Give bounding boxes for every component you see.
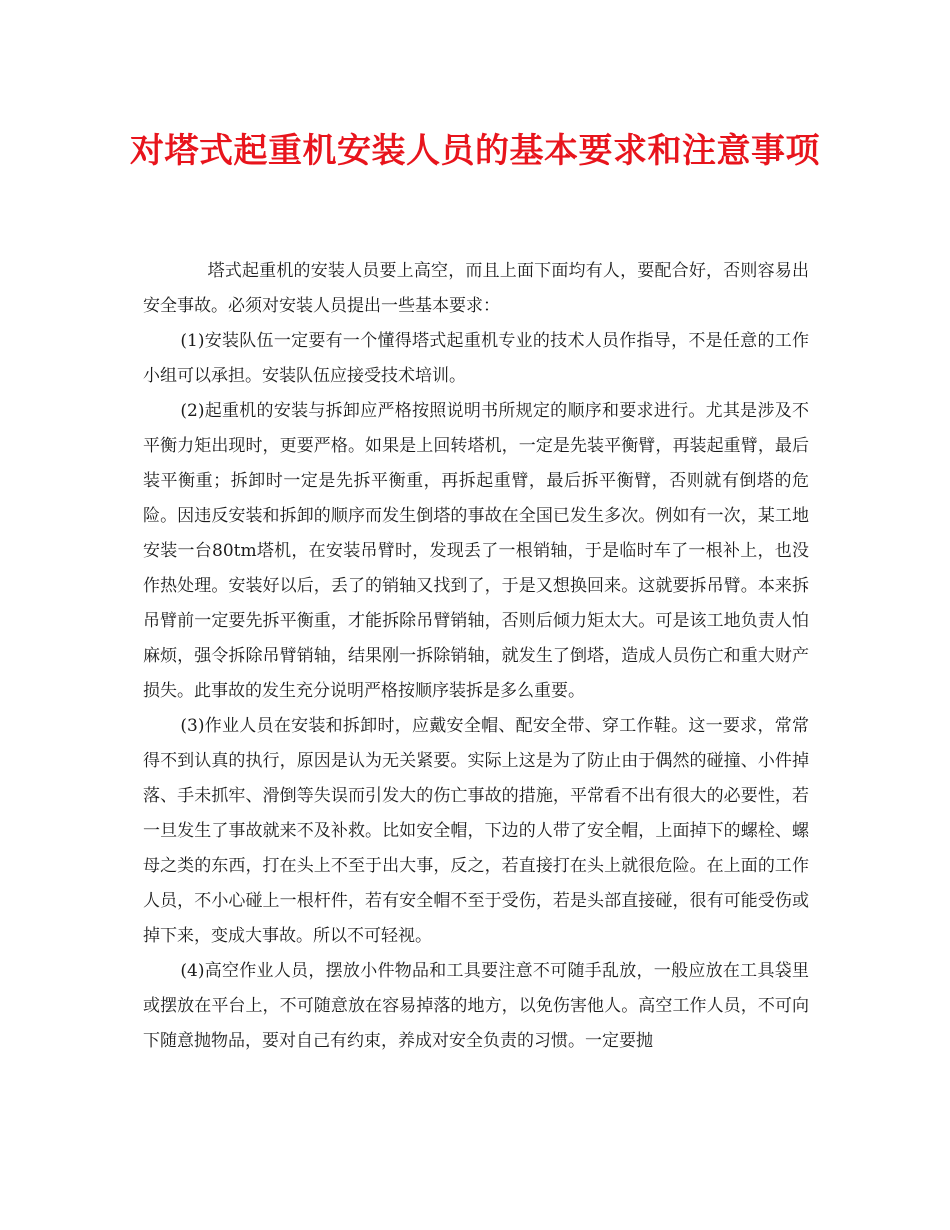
paragraph-item-3: (3)作业人员在安装和拆卸时，应戴安全帽、配安全带、穿工作鞋。这一要求，常常得不到认真的执行，原因是认为无关紧要。实际上这是为了防止由于偶然的碰撞、小件掉落、手未抓牢、滑倒等失误而引发大的伤亡事故的措施，平常看不出有很大的必要性，若一旦发生了事故就来不及补救。比如安全帽，下边的人带了安全帽，上面掉下的螺栓、螺母之类的东西，打在头上不至于出大事，反之，若直接打在头上就很危险。在上面的工作人员，不小心碰上一根杆件，若有安全帽不至于受伤，若是头部直接碰，很有可能受伤或掉下来，变成大事故。所以不可轻视。 [143, 716, 809, 946]
paragraph-item-1: (1)安装队伍一定要有一个懂得塔式起重机专业的技术人员作指导，不是任意的工作小组可以承担。安装队伍应接受技术培训。 [143, 331, 809, 386]
document-body [143, 254, 809, 1059]
document-title: 对塔式起重机安装人员的基本要求和注意事项 [130, 131, 820, 171]
paragraph-item-4: (4)高空作业人员，摆放小件物品和工具要注意不可随手乱放，一般应放在工具袋里或摆放在平台上，不可随意放在容易掉落的地方，以免伤害他人。高空工作人员，不可向下随意抛物品，要对自己有约束，养成对安全负责的习惯。一定要抛 [143, 961, 809, 1051]
paragraph-item-2: (2)起重机的安装与拆卸应严格按照说明书所规定的顺序和要求进行。尤其是涉及不平衡力矩出现时，更要严格。如果是上回转塔机，一定是先装平衡臂，再装起重臂，最后装平衡重；拆卸时一定是先拆平衡重，再拆起重臂，最后拆平衡臂，否则就有倒塔的危险。因违反安装和拆卸的顺序而发生倒塔的事故在全国已发生多次。例如有一次，某工地安装一台80tm塔机，在安装吊臂时，发现丢了一根销轴，于是临时车了一根补上，也没作热处理。安装好以后，丢了的销轴又找到了，于是又想换回来。这就要拆吊臂。本来拆吊臂前一定要先拆平衡重，才能拆除吊臂销轴，否则后倾力矩太大。可是该工地负责人怕麻烦，强令拆除吊臂销轴，结果刚一拆除销轴，就发生了倒塔，造成人员伤亡和重大财产损失。此事故的发生充分说明严格按顺序装拆是多么重要。 [143, 401, 809, 701]
paragraph-intro: 塔式起重机的安装人员要上高空，而且上面下面均有人，要配合好，否则容易出安全事故。必须对安装人员提出一些基本要求： [143, 261, 809, 316]
